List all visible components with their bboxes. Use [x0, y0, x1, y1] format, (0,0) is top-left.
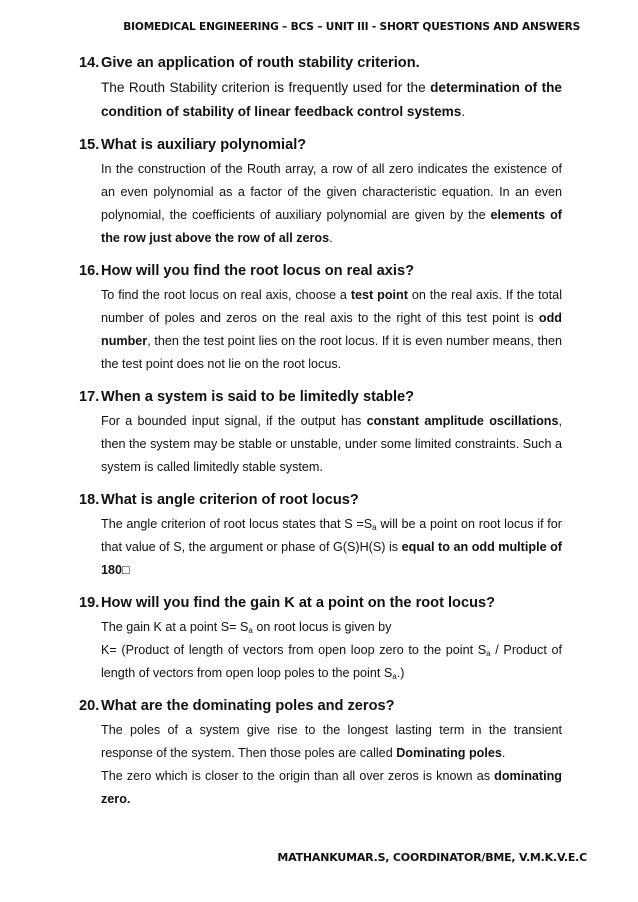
page-header: BIOMEDICAL ENGINEERING – BCS – UNIT III - SHORT QUESTIONS AND ANSWERS	[123, 21, 580, 33]
qa-item	[79, 592, 562, 685]
question-text: Give an application of routh stability criterion.	[101, 55, 420, 71]
bold-text: elements of the row just above the row of all zeros	[101, 208, 562, 245]
bold-text: constant amplitude oscillations	[366, 414, 559, 428]
answer-text: .	[329, 231, 333, 245]
answer	[101, 410, 562, 479]
answer	[101, 158, 562, 250]
answer-text: will be a point on root locus if for that value of S, the argument or phase of G(S)H(S) is	[101, 517, 562, 554]
answer-text: The Routh Stability criterion is frequently used for the	[101, 80, 431, 95]
answer-text: on root locus is given by	[252, 620, 392, 634]
qa-list	[79, 52, 562, 821]
bold-text: equal to an odd multiple of 180□	[101, 540, 562, 577]
qa-item	[79, 489, 562, 582]
answer-paragraph	[101, 719, 562, 765]
subscript: a	[392, 672, 397, 681]
qa-item	[79, 386, 562, 479]
answer-text: The poles of a system give rise to the longest lasting term in the transient response of the system. Then those poles are called	[101, 723, 562, 760]
answer-text: To find the root locus on real axis, choose a	[101, 288, 351, 302]
question-number: 15.	[79, 137, 100, 153]
question	[79, 489, 562, 511]
question-text: What are the dominating poles and zeros?	[101, 698, 395, 714]
question-number: 17.	[79, 389, 100, 405]
answer	[101, 284, 562, 376]
bold-text: Dominating poles	[396, 746, 502, 760]
bold-text: test point	[350, 288, 408, 302]
answer-paragraph	[101, 639, 562, 685]
bold-text: dominating zero.	[101, 769, 562, 806]
bold-text: odd number	[101, 311, 562, 348]
answer-text: For a bounded input signal, if the output has	[101, 414, 367, 428]
answer-text: K= (Product of length of vectors from open loop zero to the point S	[101, 643, 487, 657]
answer-paragraph	[101, 513, 562, 582]
answer	[101, 76, 562, 124]
answer-paragraph	[101, 284, 562, 376]
question-text: How will you find the gain K at a point on the root locus?	[101, 595, 496, 611]
question-text: What is angle criterion of root locus?	[101, 492, 359, 508]
question-number: 19.	[79, 595, 100, 611]
question	[79, 52, 562, 74]
answer-text: The zero which is closer to the origin than all over zeros is known as	[101, 769, 495, 783]
bold-text: determination of the condition of stability of linear feedback control systems	[101, 80, 562, 119]
answer-text: .	[461, 104, 466, 119]
question	[79, 260, 562, 282]
question-number: 16.	[79, 263, 100, 279]
question	[79, 695, 562, 717]
question-number: 18.	[79, 492, 100, 508]
question-text: When a system is said to be limitedly stable?	[101, 389, 415, 405]
subscript: a	[372, 523, 377, 532]
subscript: a	[486, 649, 491, 658]
answer-text: The gain K at a point S= S	[101, 620, 249, 634]
question-number: 14.	[79, 55, 100, 71]
answer-paragraph	[101, 76, 562, 124]
answer-text: .)	[396, 666, 405, 680]
qa-item	[79, 260, 562, 376]
question-text: How will you find the root locus on real axis?	[101, 263, 414, 279]
question-number: 20.	[79, 698, 100, 714]
answer	[101, 616, 562, 685]
qa-item	[79, 52, 562, 124]
answer-text: .	[501, 746, 506, 760]
answer-text: / Product of length of vectors from open loop poles to the point S	[101, 643, 562, 680]
qa-item	[79, 695, 562, 811]
answer-text: on the real axis. If the total number of poles and zeros on the real axis to the right of this test point is	[101, 288, 562, 325]
answer-text: , then the test point lies on the root locus. If it is even number means, then the test point does not lie on the root locus.	[101, 334, 562, 371]
question	[79, 592, 562, 614]
answer-paragraph	[101, 158, 562, 250]
answer-paragraph	[101, 765, 562, 811]
page-footer: MATHANKUMAR.S, COORDINATOR/BME, V.M.K.V.E.C	[277, 851, 587, 864]
answer-text: , then the system may be stable or unstable, under some limited constraints. Such a system is called limitedly stable system.	[101, 414, 562, 474]
answer-paragraph	[101, 616, 562, 639]
answer-text: In the construction of the Routh array, a row of all zero indicates the existence of an even polynomial as a factor of the given characteristic equation. In an even polynomial, the coefficients of auxiliary polynomial are given by the	[101, 162, 562, 222]
question-text: What is auxiliary polynomial?	[101, 137, 307, 153]
answer-text: The angle criterion of root locus states that S =S	[101, 517, 373, 531]
question	[79, 386, 562, 408]
answer	[101, 513, 562, 582]
subscript: a	[248, 626, 253, 635]
answer	[101, 719, 562, 811]
qa-item	[79, 134, 562, 250]
answer-paragraph	[101, 410, 562, 479]
question	[79, 134, 562, 156]
